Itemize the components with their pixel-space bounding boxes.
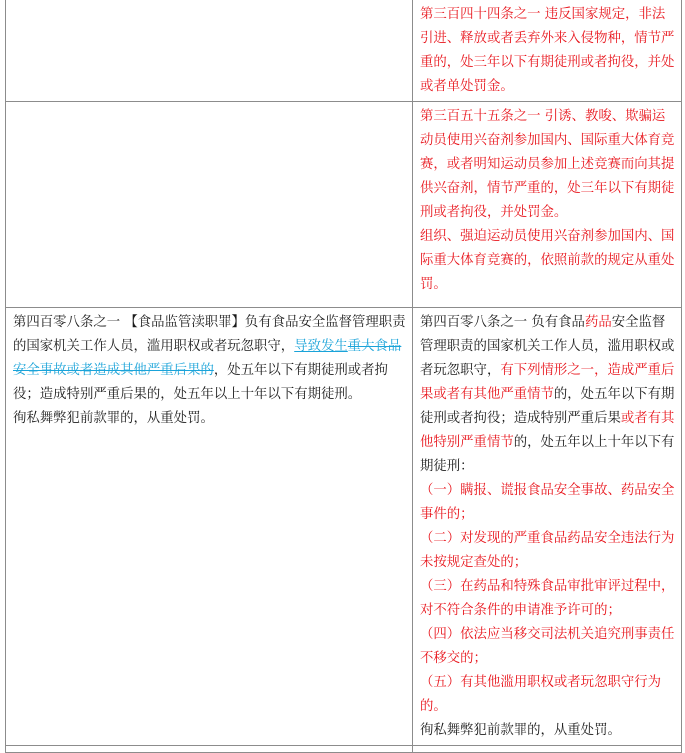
text-segment: 第四百零八条之一 负有食品 [420,315,585,330]
list-item: （一）瞒报、谎报食品安全事故、药品安全事件的； [420,483,675,522]
article-355-1-para-2: 组织、强迫运动员使用兴奋剂参加国内、国际重大体育竞赛的，依照前款的规定从重处罚。 [420,229,675,292]
added-text: 有下列情形之一，造成严重后果或者有其他严重情节 [420,363,675,402]
text-segment: 安全监督管理职责的国家机关工作人员，滥用职权或者玩忽职守， [420,315,675,378]
table-row [6,0,682,102]
new-text-cell [413,746,682,753]
old-article-408-1-para-2: 徇私舞弊犯前款罪的，从重处罚。 [13,411,214,426]
law-comparison-table [5,0,682,753]
list-item: （五）有其他滥用职权或者玩忽职守行为的。 [420,675,662,714]
article-355-1-para-1: 第三百五十五条之一 引诱、教唆、欺骗运动员使用兴奋剂参加国内、国际重大体育竞赛，或者明知运动员参加上述竞赛而向其提供兴奋剂，情节严重的，处三年以下有期徒刑或者拘役，并处罚金。 [420,109,675,220]
new-article-408-1-para-1 [420,311,675,479]
table-row [6,308,682,746]
new-text-cell [413,0,682,102]
new-text-cell [413,308,682,746]
list-item: （二）对发现的严重食品药品安全违法行为未按规定查处的； [420,531,675,570]
inserted-text: 导致发生 [294,339,348,354]
old-text-cell [6,308,413,746]
added-text: 药品 [584,315,612,330]
list-item: （三）在药品和特殊食品审批审评过程中，对不符合条件的申请准予许可的； [420,579,675,618]
table-row [6,102,682,308]
old-text-cell [6,746,413,753]
text-segment: 的，处五年以上十年以下有期徒刑： [420,435,675,474]
old-text-segment: 第四百零八条之一 【食品监管渎职罪】负有食品安全监督管理职责的国家机关工作人员，滥用职权或者玩忽职守， [13,315,406,354]
old-text-cell [6,102,413,308]
old-text-segment: ，处五年以下有期徒刑或者拘役；造成特别严重后果的，处五年以上十年以下有期徒刑。 [13,363,388,402]
deleted-text: 重大食品安全事故或者造成其他严重后果的 [13,339,402,378]
table-row [6,746,682,753]
text-segment: 的，处五年以下有期徒刑或者拘役；造成特别严重后果 [420,387,675,426]
new-article-408-1-last-para: 徇私舞弊犯前款罪的，从重处罚。 [420,723,621,738]
added-text: 或者有其他特别严重情节 [420,411,675,450]
list-item: （四）依法应当移交司法机关追究刑事责任不移交的； [420,627,675,666]
old-text-cell [6,0,413,102]
old-article-408-1-para-1 [13,311,406,407]
new-text-cell [413,102,682,308]
article-344-1-text: 第三百四十四条之一 违反国家规定，非法引进、释放或者丢弃外来入侵物种，情节严重的，处三年以下有期徒刑或者拘役，并处或者单处罚金。 [420,7,675,94]
